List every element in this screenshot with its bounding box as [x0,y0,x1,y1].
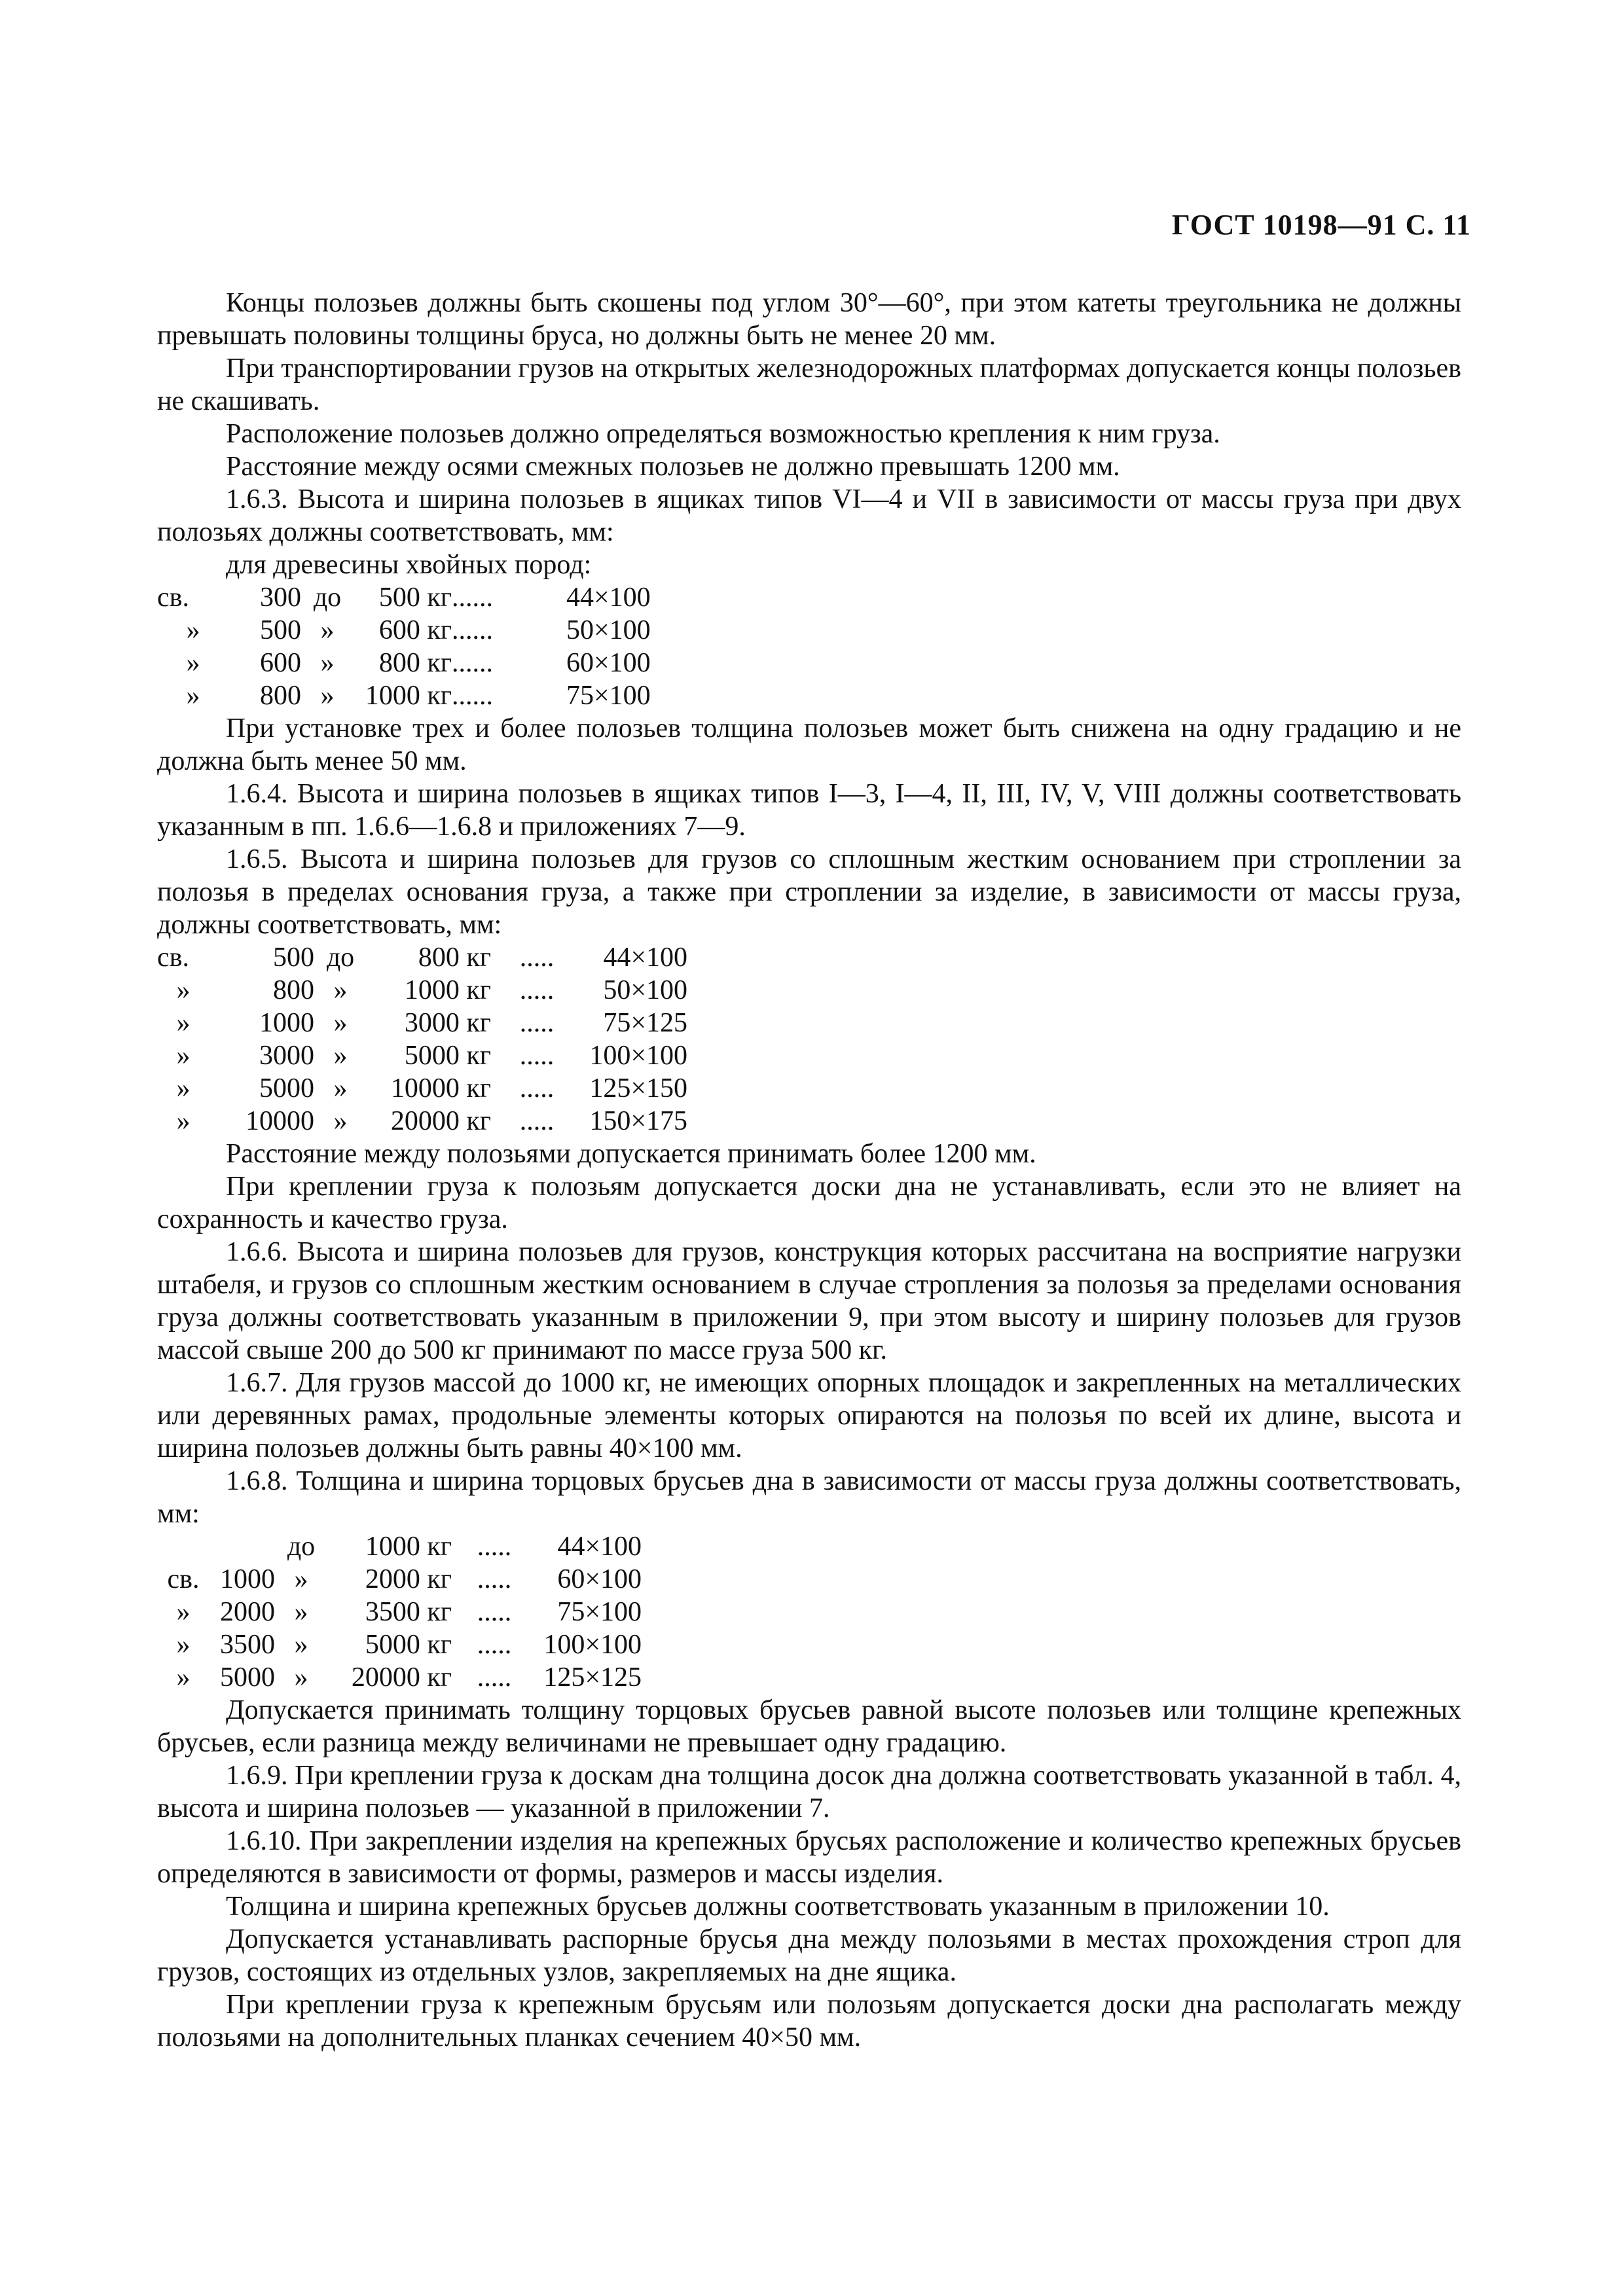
table-cell: 60×100 [566,648,651,678]
table-cell: » [294,1564,308,1594]
table-cell [157,1530,210,1563]
table-cell: » [294,1662,308,1693]
table-row [157,1039,687,1072]
table-cell: 1000 кг [365,1532,452,1562]
table-cell: 75×125 [603,1008,687,1038]
table-cell: » [176,1008,191,1038]
table-cell: ..... [519,1106,555,1136]
table-cell: 75×100 [557,1597,642,1627]
table-cell: 10000 [246,1106,314,1136]
table-cell: 125×150 [589,1073,687,1103]
table-cell: 150×175 [589,1106,687,1136]
solid-base-runner-table [157,941,687,1138]
table-cell: ..... [477,1564,512,1594]
table-cell: » [176,1073,191,1103]
paragraph: Толщина и ширина крепежных брусьев должны соответствовать указанным в приложении 10. [226,1892,1330,1922]
table-cell: до [326,942,355,973]
table-cell: ..... [519,1041,555,1071]
table-row [157,1563,642,1596]
table-cell: ..... [519,942,555,973]
paragraph: Расстояние между полозьями допускается принимать более 1200 мм. [226,1139,1036,1169]
table-cell: 50×100 [566,615,651,645]
page-header: ГОСТ 10198—91 С. 11 [1171,209,1471,241]
table-cell: » [294,1630,308,1660]
table-cell: 44×100 [557,1532,642,1562]
table-cell: 1000 [220,1564,275,1594]
table-cell: » [333,1106,348,1136]
table-cell: до [313,583,342,613]
paragraph: Концы полозьев должны быть скошены под углом 30°—60°, при этом катеты треугольника не должны превышать половины толщины бруса, но должны быть не менее 20 мм. [157,288,1461,351]
paragraph: 1.6.4. Высота и ширина полозьев в ящиках типов I—3, I—4, II, III, IV, V, VIII должны соответствовать указанным в пп. 1.6.6—1.6.8 и приложениях 7—9. [157,779,1461,842]
table-cell: ..... [477,1662,512,1693]
table-cell: 3500 кг [365,1597,452,1627]
table-cell: ..... [477,1597,512,1627]
table-cell: » [186,681,200,711]
table-cell: ...... [452,648,493,678]
table-cell: » [176,1041,191,1071]
table-cell: 1000 кг [365,681,452,711]
section-a [157,287,1461,548]
table-row [157,1007,687,1039]
table-cell: ..... [519,1008,555,1038]
table-row [157,1530,642,1563]
section-c [157,1138,1461,1530]
paragraph: Расположение полозьев должно определяться возможностью крепления к ним груза. [226,419,1220,449]
table-cell: » [186,648,200,678]
paragraph: 1.6.5. Высота и ширина полозьев для грузов со сплошным жестким основанием при строплении за полозья в пределах основания груза, а также при строплении за изделие, в зависимости от массы груза, должны соответствовать, мм: [157,844,1461,940]
table-row [157,614,684,647]
table-cell: 3000 кг [404,1008,491,1038]
table-cell: 3500 [220,1630,275,1660]
paragraph: При креплении груза к крепежным брусьям или полозьям допускается доски дна располагать между полозьями на дополнительных планках сечением 40×50 мм. [157,1990,1461,2053]
table-row [157,1105,687,1138]
table-cell: 125×125 [543,1662,642,1693]
table-cell: » [176,1662,191,1693]
table-cell: » [176,1106,191,1136]
table-row [157,581,684,614]
table-cell: 5000 кг [404,1041,491,1071]
table-cell: 50×100 [603,975,687,1005]
table-cell: » [176,1597,191,1627]
table-cell: 100×100 [543,1630,642,1660]
table-cell: 2000 [220,1597,275,1627]
table-cell: 800 кг [378,648,452,678]
table-cell: 10000 кг [390,1073,491,1103]
table-cell: » [333,1073,348,1103]
table-cell: 44×100 [603,942,687,973]
table-row [157,941,687,974]
paragraph: При креплении груза к полозьям допускается доски дна не устанавливать, если это не влияет на сохранность и качество груза. [157,1172,1461,1234]
table-cell: 500 [260,615,301,645]
table-cell: 60×100 [557,1564,642,1594]
table-cell: » [176,1630,191,1660]
paragraph: 1.6.7. Для грузов массой до 1000 кг, не имеющих опорных площадок и закрепленных на металлических или деревянных рамах, продольные элементы которых опираются на полозья по всей их длине, высота и ширина полозьев должны быть равны 40×100 мм. [157,1368,1461,1463]
paragraph: 1.6.8. Толщина и ширина торцовых брусьев дна в зависимости от массы груза должны соответствовать, мм: [157,1466,1461,1529]
table-cell: » [333,975,348,1005]
table-cell: 3000 [259,1041,314,1071]
softwood-runner-table [157,581,684,712]
table-cell: 800 [273,975,314,1005]
table-cell: ...... [452,615,493,645]
table-cell: » [176,975,191,1005]
section-b [157,712,1461,941]
paragraph: При установке трех и более полозьев толщина полозьев может быть снижена на одну градацию и не должна быть менее 50 мм. [157,713,1461,776]
table-cell: св. [157,583,189,613]
paragraph: 1.6.3. Высота и ширина полозьев в ящиках типов VI—4 и VII в зависимости от массы груза при двух полозьях должны соответствовать, мм: [157,484,1461,547]
paragraph: При транспортировании грузов на открытых железнодорожных платформах допускается концы полозьев не скашивать. [157,353,1461,416]
table-cell: 5000 [259,1073,314,1103]
table-cell: 800 [260,681,301,711]
table-cell: 500 [273,942,314,973]
end-bar-table [157,1530,642,1694]
paragraph: Расстояние между осями смежных полозьев не должно превышать 1200 мм. [226,452,1120,482]
paragraph: 1.6.10. При закреплении изделия на крепежных брусьях расположение и количество крепежных брусьев определяются в зависимости от формы, размеров и массы изделия. [157,1826,1461,1889]
paragraph: Допускается устанавливать распорные брусья дна между полозьями в местах прохождения строп для грузов, состоящих из отдельных узлов, закрепляемых на дне ящика. [157,1924,1461,1987]
paragraph: 1.6.6. Высота и ширина полозьев для грузов, конструкция которых рассчитана на восприятие нагрузки штабеля, и грузов со сплошным жестким основанием в случае стропления за полозья за пределами основания груза должны соответствовать указанным в приложении 9, при этом высоту и ширину полозьев для грузов массой свыше 200 до 500 кг принимают по массе груза 500 кг. [157,1237,1461,1365]
table-row [157,974,687,1007]
table-cell: ..... [519,975,555,1005]
table-cell: » [294,1597,308,1627]
table-cell: ..... [519,1073,555,1103]
table-cell: 44×100 [566,583,651,613]
table-cell: 600 кг [378,615,452,645]
table-cell: 1000 кг [404,975,491,1005]
table-cell: 20000 кг [351,1662,452,1693]
table-cell: ..... [477,1630,512,1660]
table-cell: 75×100 [566,681,651,711]
table-cell: 100×100 [589,1041,687,1071]
table-row [157,1628,642,1661]
table-cell: ...... [452,583,493,613]
table-cell: 5000 [220,1662,275,1693]
paragraph: 1.6.9. При креплении груза к доскам дна толщина досок дна должна соответствовать указанной в табл. 4, высота и ширина полозьев — указанной в приложении 7. [157,1761,1461,1823]
document-body [157,287,1461,2054]
table-cell: до [287,1532,316,1562]
table-cell: ...... [452,681,493,711]
table-cell: 600 [260,648,301,678]
table-cell: 5000 кг [365,1630,452,1660]
table-cell: 1000 [259,1008,314,1038]
table-cell: » [333,1008,348,1038]
table-cell: 20000 кг [390,1106,491,1136]
table-cell: » [320,681,335,711]
table-cell: 300 [260,583,301,613]
table-cell: » [320,648,335,678]
table-row [157,1596,642,1628]
table-cell: » [333,1041,348,1071]
table-row [157,679,684,712]
table-row [157,1661,642,1694]
table-cell: 800 кг [418,942,491,973]
table-cell: » [186,615,200,645]
table-cell: св. [157,942,189,973]
table-cell: 2000 кг [365,1564,452,1594]
paragraph: Допускается принимать толщину торцовых брусьев равной высоте полозьев или толщине крепежных брусьев, если разница между величинами не превышает одну градацию. [157,1695,1461,1758]
table1-caption: для древесины хвойных пород: [226,550,592,580]
table-row [157,647,684,679]
table-cell: 500 кг [378,583,452,613]
table-cell: ..... [477,1532,512,1562]
table-cell: » [320,615,335,645]
table-row [157,1072,687,1105]
table-cell [210,1530,275,1563]
table-cell: св. [167,1564,200,1594]
section-d [157,1694,1461,2054]
